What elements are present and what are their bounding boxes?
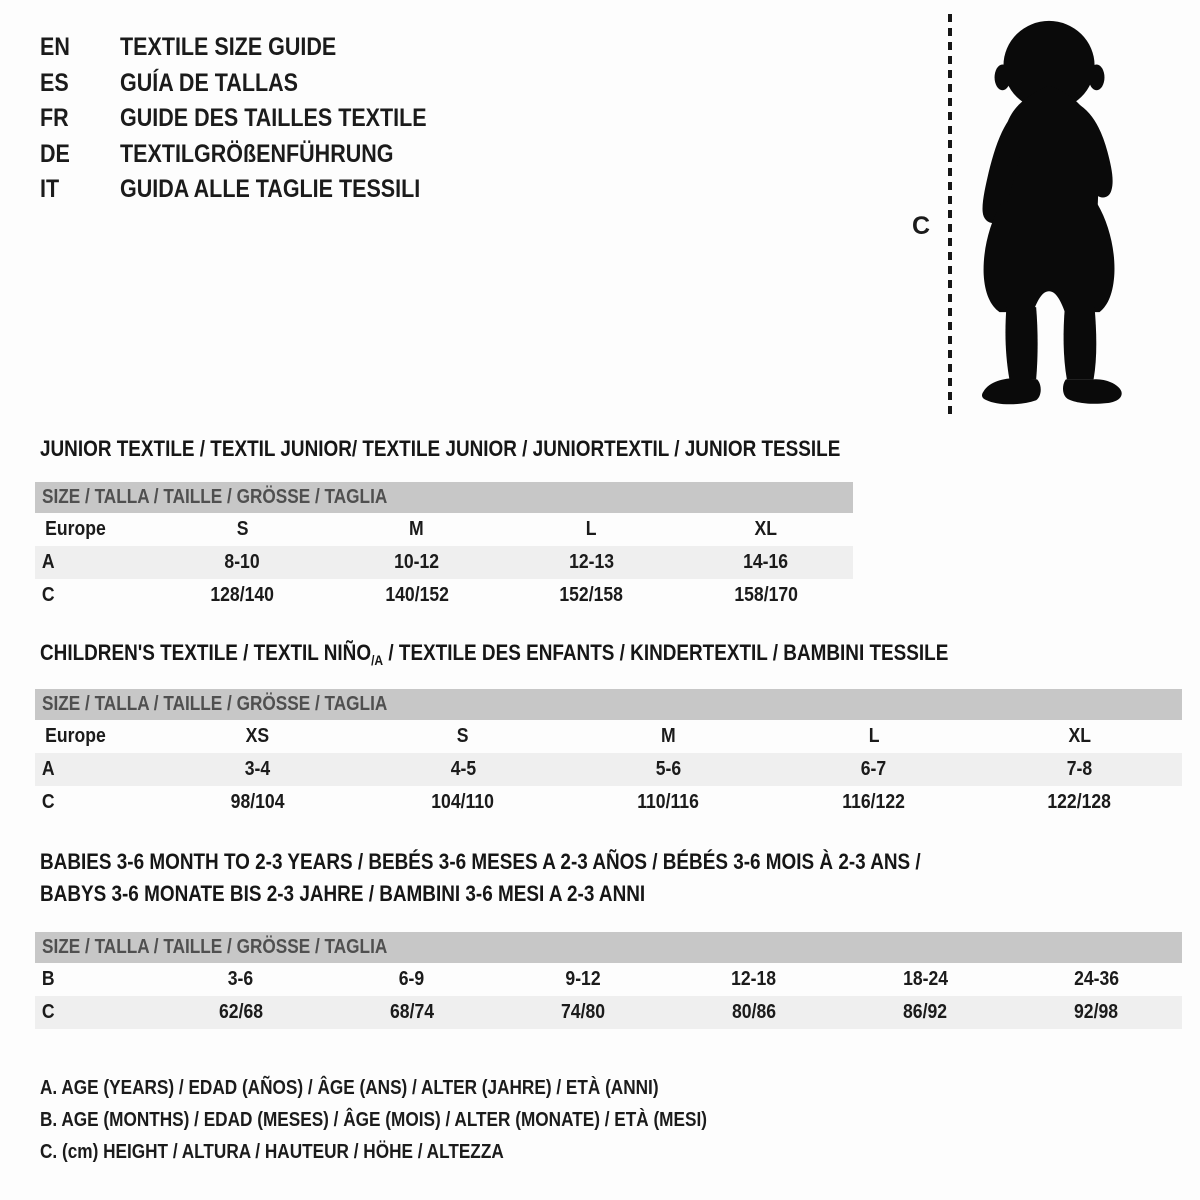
table-cell xyxy=(668,963,839,996)
language-row-it xyxy=(40,172,477,208)
table-cell xyxy=(360,753,565,786)
cell-value: 10-12 xyxy=(394,551,440,573)
babies-section-title-line2: BABYS 3-6 MONATE BIS 2-3 JAHRE / BAMBINI 3-6 MESI A 2-3 ANNI xyxy=(40,881,646,906)
note-age-months: B. AGE (MONTHS) / EDAD (MESES) / ÂGE (MOIS) / ALTER (MONATE) / ETÀ (MESI) xyxy=(40,1109,707,1131)
table-cell xyxy=(566,786,771,819)
table-cell xyxy=(35,996,155,1029)
cell-value: 4-5 xyxy=(450,758,476,780)
cell-value: 6-9 xyxy=(399,968,425,990)
table-cell xyxy=(35,753,155,786)
cell-value: 152/158 xyxy=(559,584,624,606)
language-code: EN xyxy=(40,33,70,62)
table-cell xyxy=(155,963,326,996)
size-header-label: SIZE / TALLA / TAILLE / GRÖSSE / TAGLIA xyxy=(42,486,388,508)
table-row xyxy=(35,579,853,612)
table-cell xyxy=(330,579,505,612)
table-cell xyxy=(326,963,497,996)
guide-title-es: GUÍA DE TALLAS xyxy=(120,68,298,97)
table-cell xyxy=(35,546,155,579)
cell-value: L xyxy=(585,518,597,540)
table-cell xyxy=(679,579,854,612)
language-code: DE xyxy=(40,139,70,168)
table-cell xyxy=(679,546,854,579)
cell-value: 6-7 xyxy=(861,758,887,780)
table-cell xyxy=(679,513,854,546)
row-label: B xyxy=(41,968,55,990)
size-header-label: SIZE / TALLA / TAILLE / GRÖSSE / TAGLIA xyxy=(42,693,388,715)
table-cell xyxy=(35,513,155,546)
language-row-en xyxy=(40,30,477,66)
table-cell xyxy=(155,546,330,579)
row-label: Europe xyxy=(45,725,106,747)
cell-value: 116/122 xyxy=(842,791,906,813)
cell-value: 12-13 xyxy=(568,551,614,573)
cell-value: 5-6 xyxy=(655,758,682,780)
cell-value: 14-16 xyxy=(743,551,789,573)
cell-value: 3-4 xyxy=(244,758,271,780)
size-header-label: SIZE / TALLA / TAILLE / GRÖSSE / TAGLIA xyxy=(42,936,388,958)
cell-value: XL xyxy=(754,518,777,540)
cell-value: 128/140 xyxy=(210,584,275,606)
cell-value: L xyxy=(868,725,880,747)
table-cell xyxy=(566,753,771,786)
language-row-es xyxy=(40,66,477,102)
table-cell xyxy=(155,786,360,819)
cell-value: 12-18 xyxy=(731,968,777,990)
children-size-header-bar xyxy=(35,689,1182,720)
table-cell xyxy=(668,996,839,1029)
table-cell xyxy=(977,720,1182,753)
guide-title-fr: GUIDE DES TAILLES TEXTILE xyxy=(120,104,427,133)
babies-section-title-line1: BABIES 3-6 MONTH TO 2-3 YEARS / BEBÉS 3-6 MESES A 2-3 AÑOS / BÉBÉS 3-6 MOIS À 2-3 ANS / xyxy=(40,849,921,874)
table-row xyxy=(35,996,1182,1029)
table-cell xyxy=(977,786,1182,819)
table-cell xyxy=(155,996,326,1029)
height-dashed-line xyxy=(948,14,952,416)
language-code: ES xyxy=(40,68,69,97)
language-title-list xyxy=(40,30,477,208)
toddler-silhouette-icon xyxy=(960,14,1142,420)
language-row-fr xyxy=(40,101,477,137)
table-cell xyxy=(35,720,155,753)
junior-size-header-bar xyxy=(35,482,853,513)
row-label: C xyxy=(41,791,55,813)
table-cell xyxy=(155,513,330,546)
children-title-subscript: /A xyxy=(371,652,384,668)
table-cell xyxy=(977,753,1182,786)
children-title-text: CHILDREN'S TEXTILE / TEXTIL NIÑO xyxy=(40,640,372,665)
cell-value: 98/104 xyxy=(230,791,285,813)
table-cell xyxy=(155,579,330,612)
table-cell xyxy=(840,963,1011,996)
table-cell xyxy=(35,786,155,819)
cell-value: 158/170 xyxy=(733,584,798,606)
note-height-cm: C. (cm) HEIGHT / ALTURA / HAUTEUR / HÖHE / ALTEZZA xyxy=(40,1141,504,1163)
table-row xyxy=(35,753,1182,786)
cell-value: S xyxy=(457,725,469,747)
table-row xyxy=(35,546,853,579)
junior-size-table xyxy=(35,513,853,612)
cell-value: 7-8 xyxy=(1066,758,1092,780)
guide-title-de: TEXTILGRÖßENFÜHRUNG xyxy=(120,139,394,168)
table-row xyxy=(35,720,1182,753)
cell-value: 140/152 xyxy=(384,584,449,606)
cell-value: S xyxy=(236,518,249,540)
babies-size-header-bar xyxy=(35,932,1182,963)
cell-value: XL xyxy=(1068,725,1091,747)
table-cell xyxy=(840,996,1011,1029)
table-cell xyxy=(330,513,505,546)
row-label: C xyxy=(41,584,55,606)
guide-title-it: GUIDA ALLE TAGLIE TESSILI xyxy=(120,175,421,204)
table-cell xyxy=(155,753,360,786)
cell-value: 86/92 xyxy=(903,1001,948,1023)
cell-value: 122/128 xyxy=(1047,791,1112,813)
cell-value: 68/74 xyxy=(389,1001,434,1023)
row-label: A xyxy=(41,758,55,780)
table-cell xyxy=(504,579,679,612)
cell-value: 62/68 xyxy=(218,1001,263,1023)
cell-value: 24-36 xyxy=(1073,968,1119,990)
language-code: FR xyxy=(40,104,69,133)
cell-value: 74/80 xyxy=(560,1001,605,1023)
row-label: C xyxy=(41,1001,55,1023)
table-cell xyxy=(504,513,679,546)
cell-value: 8-10 xyxy=(224,551,260,573)
children-title-text: / TEXTILE DES ENFANTS / KINDERTEXTIL / BAMBINI TESSILE xyxy=(383,640,949,665)
cell-value: XS xyxy=(245,725,270,747)
table-cell xyxy=(1011,996,1182,1029)
cell-value: 104/110 xyxy=(431,791,495,813)
table-row xyxy=(35,786,1182,819)
table-cell xyxy=(326,996,497,1029)
table-cell xyxy=(566,720,771,753)
cell-value: 18-24 xyxy=(902,968,948,990)
cell-value: M xyxy=(661,725,676,747)
children-size-table xyxy=(35,720,1182,819)
table-cell xyxy=(35,963,155,996)
table-cell xyxy=(771,753,976,786)
cell-value: M xyxy=(409,518,425,540)
language-row-de xyxy=(40,137,477,173)
cell-value: 110/116 xyxy=(637,791,700,813)
table-cell xyxy=(771,720,976,753)
table-cell xyxy=(497,963,668,996)
note-age-years: A. AGE (YEARS) / EDAD (AÑOS) / ÂGE (ANS) / ALTER (JAHRE) / ETÀ (ANNI) xyxy=(40,1077,659,1099)
table-cell xyxy=(35,579,155,612)
cell-value: 3-6 xyxy=(227,968,254,990)
table-cell xyxy=(504,546,679,579)
table-cell xyxy=(155,720,360,753)
table-cell xyxy=(497,996,668,1029)
babies-size-table xyxy=(35,963,1182,1029)
row-label: Europe xyxy=(45,518,106,540)
legend-notes xyxy=(40,1072,816,1168)
junior-section-title: JUNIOR TEXTILE / TEXTIL JUNIOR/ TEXTILE JUNIOR / JUNIORTEXTIL / JUNIOR TESSILE xyxy=(40,436,841,461)
language-code: IT xyxy=(40,175,60,204)
cell-value: 92/98 xyxy=(1074,1001,1119,1023)
row-label: A xyxy=(41,551,55,573)
cell-value: 9-12 xyxy=(565,968,601,990)
table-cell xyxy=(771,786,976,819)
table-cell xyxy=(360,720,565,753)
guide-title-en: TEXTILE SIZE GUIDE xyxy=(120,33,337,62)
table-row xyxy=(35,513,853,546)
table-cell xyxy=(360,786,565,819)
height-measure-label: C xyxy=(912,212,931,240)
children-section-title xyxy=(40,640,948,668)
table-cell xyxy=(1011,963,1182,996)
table-cell xyxy=(330,546,505,579)
table-row xyxy=(35,963,1182,996)
cell-value: 80/86 xyxy=(732,1001,777,1023)
